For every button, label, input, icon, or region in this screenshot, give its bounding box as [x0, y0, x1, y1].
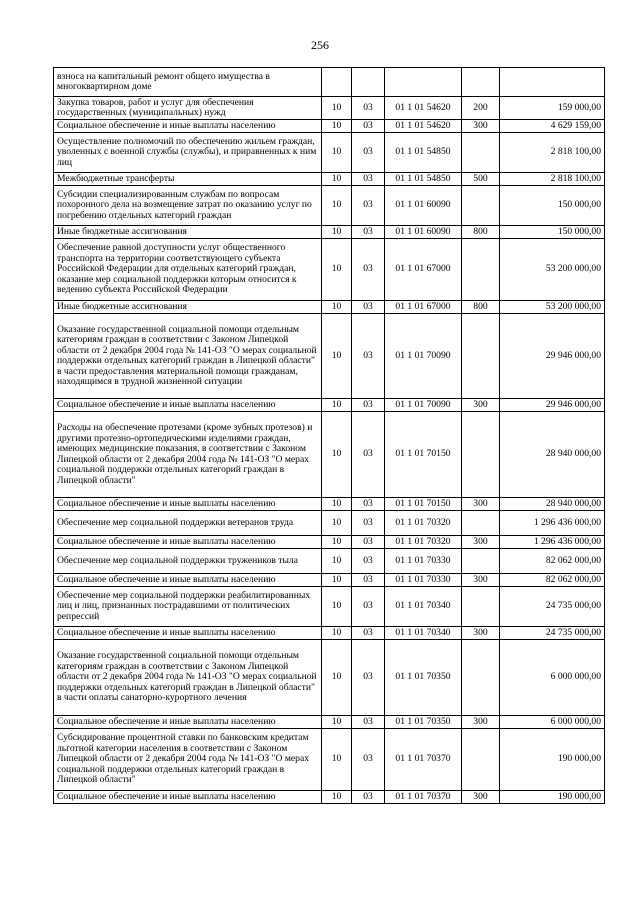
- row-expense-type: 800: [462, 301, 500, 314]
- row-subsection: 03: [352, 627, 385, 640]
- row-expense-type: 300: [462, 791, 500, 804]
- row-target-article: 01 1 01 70090: [385, 399, 462, 412]
- row-expense-type: 500: [462, 173, 500, 186]
- row-subsection: 03: [352, 729, 385, 791]
- row-name: Иные бюджетные ассигнования: [54, 226, 322, 239]
- row-expense-type: 300: [462, 574, 500, 587]
- row-expense-type: [462, 729, 500, 791]
- row-target-article: 01 1 01 70340: [385, 587, 462, 627]
- row-name: Субсидии специализированным службам по вопросам похоронного дела на возмещение затрат по оказанию услуг по погребению отдельных категорий граждан: [54, 186, 322, 226]
- row-expense-type: [462, 511, 500, 536]
- row-amount: 2 818 100,00: [500, 173, 605, 186]
- row-target-article: 01 1 01 70330: [385, 574, 462, 587]
- row-section: 10: [322, 226, 352, 239]
- row-amount: 53 200 000,00: [500, 301, 605, 314]
- row-expense-type: 300: [462, 716, 500, 729]
- row-section: 10: [322, 133, 352, 173]
- row-subsection: 03: [352, 549, 385, 574]
- row-subsection: 03: [352, 791, 385, 804]
- table-row: [54, 627, 605, 640]
- row-section: [322, 68, 352, 97]
- row-target-article: 01 1 01 70350: [385, 640, 462, 716]
- row-section: 10: [322, 498, 352, 511]
- row-section: 10: [322, 716, 352, 729]
- table-row: [54, 68, 605, 97]
- row-section: 10: [322, 729, 352, 791]
- row-amount: 24 735 000,00: [500, 587, 605, 627]
- row-name: Иные бюджетные ассигнования: [54, 301, 322, 314]
- row-name: Социальное обеспечение и иные выплаты населению: [54, 120, 322, 133]
- row-name: Оказание государственной социальной помощи отдельным категориям граждан в соответствии с Законом Липецкой области от 2 декабря 2004 года № 141-ОЗ "О мерах социальной поддержки отдельных категорий граждан в Липецкой области" в части оплаты санаторно-курортного лечения: [54, 640, 322, 716]
- row-subsection: 03: [352, 120, 385, 133]
- row-section: 10: [322, 314, 352, 399]
- row-subsection: 03: [352, 226, 385, 239]
- row-expense-type: 300: [462, 536, 500, 549]
- row-section: 10: [322, 791, 352, 804]
- row-amount: 6 000 000,00: [500, 640, 605, 716]
- row-target-article: 01 1 01 54620: [385, 97, 462, 120]
- row-expense-type: [462, 549, 500, 574]
- row-amount: 190 000,00: [500, 791, 605, 804]
- table-row: [54, 536, 605, 549]
- row-name: Закупка товаров, работ и услуг для обеспечения государственных (муниципальных) нужд: [54, 97, 322, 120]
- table-row: [54, 640, 605, 716]
- row-target-article: 01 1 01 70320: [385, 536, 462, 549]
- table-row: [54, 549, 605, 574]
- row-target-article: 01 1 01 70090: [385, 314, 462, 399]
- row-amount: 190 000,00: [500, 729, 605, 791]
- row-section: 10: [322, 536, 352, 549]
- row-subsection: 03: [352, 498, 385, 511]
- row-target-article: 01 1 01 70330: [385, 549, 462, 574]
- row-name: Социальное обеспечение и иные выплаты населению: [54, 627, 322, 640]
- row-name: Обеспечение мер социальной поддержки тружеников тыла: [54, 549, 322, 574]
- row-name: Социальное обеспечение и иные выплаты населению: [54, 574, 322, 587]
- table-row: [54, 186, 605, 226]
- row-amount: [500, 68, 605, 97]
- row-name: Обеспечение мер социальной поддержки ветеранов труда: [54, 511, 322, 536]
- row-section: 10: [322, 239, 352, 301]
- row-expense-type: 200: [462, 97, 500, 120]
- row-amount: 1 296 436 000,00: [500, 536, 605, 549]
- row-name: Расходы на обеспечение протезами (кроме зубных протезов) и другими протезно-ортопедическими изделиями граждан, имеющих медицинские показания, в соответствии с Законом Липецкой области от 2 декабря 2004 года № 141-ОЗ "О мерах социальной поддержки отдельных категорий граждан в Липецкой области": [54, 412, 322, 498]
- row-subsection: 03: [352, 301, 385, 314]
- table-row: [54, 226, 605, 239]
- table-row: [54, 97, 605, 120]
- row-target-article: 01 1 01 60090: [385, 226, 462, 239]
- row-target-article: 01 1 01 70150: [385, 498, 462, 511]
- row-subsection: 03: [352, 239, 385, 301]
- table-row: [54, 133, 605, 173]
- row-expense-type: 300: [462, 498, 500, 511]
- row-name: Обеспечение равной доступности услуг общественного транспорта на территории соответствующего субъекта Российской Федерации для отдельных категорий граждан, оказание мер социальной поддержки которым относится к ведению субъекта Российской Федерации: [54, 239, 322, 301]
- row-name: взноса на капитальный ремонт общего имущества в многоквартирном доме: [54, 68, 322, 97]
- row-subsection: 03: [352, 133, 385, 173]
- row-name: Оказание государственной социальной помощи отдельным категориям граждан в соответствии с Законом Липецкой области от 2 декабря 2004 года № 141-ОЗ "О мерах социальной поддержки отдельных категорий граждан в Липецкой области" в части предоставления материальной помощи гражданам, находящимся в трудной жизненной ситуации: [54, 314, 322, 399]
- table-row: [54, 412, 605, 498]
- row-amount: 29 946 000,00: [500, 314, 605, 399]
- table-row: [54, 574, 605, 587]
- row-amount: 150 000,00: [500, 186, 605, 226]
- row-amount: 150 000,00: [500, 226, 605, 239]
- row-name: Социальное обеспечение и иные выплаты населению: [54, 498, 322, 511]
- table-row: [54, 314, 605, 399]
- row-amount: 6 000 000,00: [500, 716, 605, 729]
- row-subsection: 03: [352, 640, 385, 716]
- row-subsection: 03: [352, 97, 385, 120]
- row-expense-type: [462, 314, 500, 399]
- row-section: 10: [322, 549, 352, 574]
- row-name: Субсидирование процентной ставки по банковским кредитам льготной категории населения в соответствии с Законом Липецкой области от 2 декабря 2004 года № 141-ОЗ "О мерах социальной поддержки отдельных категорий граждан в Липецкой области": [54, 729, 322, 791]
- row-target-article: 01 1 01 54850: [385, 173, 462, 186]
- table-row: [54, 587, 605, 627]
- row-subsection: 03: [352, 173, 385, 186]
- table-row: [54, 301, 605, 314]
- row-name: Социальное обеспечение и иные выплаты населению: [54, 716, 322, 729]
- row-expense-type: [462, 186, 500, 226]
- table-row: [54, 791, 605, 804]
- row-amount: 28 940 000,00: [500, 498, 605, 511]
- row-name: Обеспечение мер социальной поддержки реабилитированных лиц и лиц, признанных пострадавшими от политических репрессий: [54, 587, 322, 627]
- row-target-article: 01 1 01 54620: [385, 120, 462, 133]
- table-row: [54, 399, 605, 412]
- row-target-article: 01 1 01 70370: [385, 729, 462, 791]
- row-target-article: 01 1 01 70350: [385, 716, 462, 729]
- row-section: 10: [322, 412, 352, 498]
- budget-table-body: [54, 68, 605, 804]
- table-row: [54, 239, 605, 301]
- row-subsection: 03: [352, 412, 385, 498]
- row-target-article: 01 1 01 67000: [385, 239, 462, 301]
- row-name: Социальное обеспечение и иные выплаты населению: [54, 399, 322, 412]
- row-target-article: [385, 68, 462, 97]
- row-target-article: 01 1 01 70370: [385, 791, 462, 804]
- row-subsection: [352, 68, 385, 97]
- row-amount: 29 946 000,00: [500, 399, 605, 412]
- row-name: Социальное обеспечение и иные выплаты населению: [54, 791, 322, 804]
- row-expense-type: 300: [462, 627, 500, 640]
- row-section: 10: [322, 97, 352, 120]
- row-amount: 53 200 000,00: [500, 239, 605, 301]
- row-target-article: 01 1 01 67000: [385, 301, 462, 314]
- row-section: 10: [322, 574, 352, 587]
- row-target-article: 01 1 01 70150: [385, 412, 462, 498]
- row-target-article: 01 1 01 70340: [385, 627, 462, 640]
- row-name: Социальное обеспечение и иные выплаты населению: [54, 536, 322, 549]
- table-row: [54, 511, 605, 536]
- row-subsection: 03: [352, 399, 385, 412]
- row-amount: 4 629 159,00: [500, 120, 605, 133]
- row-amount: 28 940 000,00: [500, 412, 605, 498]
- row-expense-type: [462, 412, 500, 498]
- page-number: 256: [311, 38, 329, 52]
- row-amount: 82 062 000,00: [500, 549, 605, 574]
- row-name: Межбюджетные трансферты: [54, 173, 322, 186]
- row-expense-type: 800: [462, 226, 500, 239]
- row-amount: 24 735 000,00: [500, 627, 605, 640]
- row-expense-type: 300: [462, 399, 500, 412]
- row-expense-type: 300: [462, 120, 500, 133]
- row-subsection: 03: [352, 314, 385, 399]
- row-amount: 1 296 436 000,00: [500, 511, 605, 536]
- row-subsection: 03: [352, 574, 385, 587]
- row-name: Осуществление полномочий по обеспечению жильем граждан, уволенных с военной службы (службы), и приравненных к ним лиц: [54, 133, 322, 173]
- row-expense-type: [462, 133, 500, 173]
- row-section: 10: [322, 173, 352, 186]
- row-amount: 159 000,00: [500, 97, 605, 120]
- row-subsection: 03: [352, 536, 385, 549]
- table-row: [54, 498, 605, 511]
- row-amount: 2 818 100,00: [500, 133, 605, 173]
- table-row: [54, 120, 605, 133]
- table-row: [54, 716, 605, 729]
- row-section: 10: [322, 627, 352, 640]
- row-section: 10: [322, 186, 352, 226]
- row-section: 10: [322, 399, 352, 412]
- row-section: 10: [322, 301, 352, 314]
- row-section: 10: [322, 120, 352, 133]
- row-section: 10: [322, 511, 352, 536]
- row-expense-type: [462, 640, 500, 716]
- table-row: [54, 173, 605, 186]
- row-section: 10: [322, 640, 352, 716]
- budget-table: [53, 67, 605, 804]
- row-subsection: 03: [352, 587, 385, 627]
- row-subsection: 03: [352, 716, 385, 729]
- row-subsection: 03: [352, 186, 385, 226]
- row-target-article: 01 1 01 60090: [385, 186, 462, 226]
- row-target-article: 01 1 01 70320: [385, 511, 462, 536]
- row-expense-type: [462, 68, 500, 97]
- table-row: [54, 729, 605, 791]
- row-amount: 82 062 000,00: [500, 574, 605, 587]
- row-subsection: 03: [352, 511, 385, 536]
- row-expense-type: [462, 239, 500, 301]
- row-section: 10: [322, 587, 352, 627]
- row-target-article: 01 1 01 54850: [385, 133, 462, 173]
- row-expense-type: [462, 587, 500, 627]
